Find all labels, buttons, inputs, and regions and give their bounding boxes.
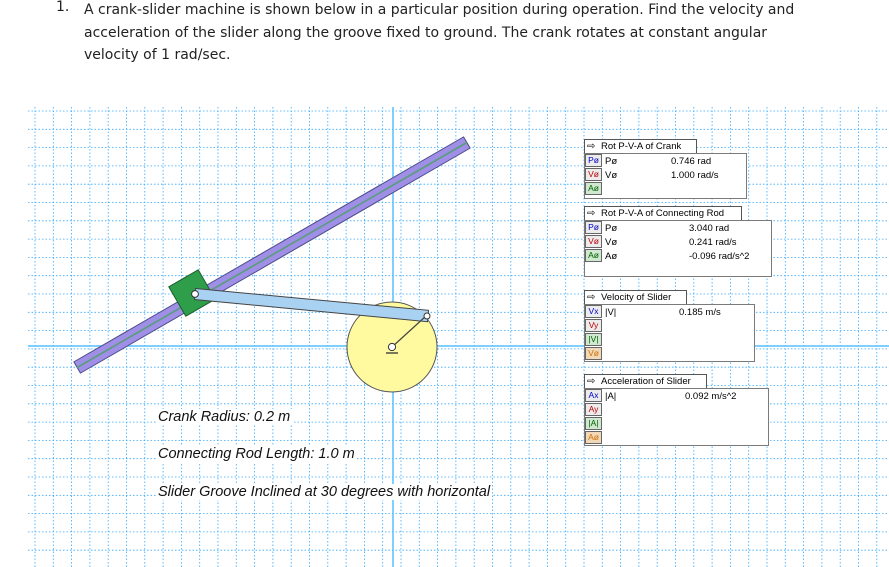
rod-panel-title-text: Rot P-V-A of Connecting Rod [601,208,725,219]
arrow-right-icon: ⇨ [587,376,596,387]
rod-position-label: Pø [605,223,618,234]
rod-position-value: 3.040 rad [689,223,730,234]
velocity-panel-title[interactable] [584,290,687,304]
question-block [0,0,889,90]
acceleration-panel-title-text: Acceleration of Slider [601,376,691,387]
crank-panel-title[interactable] [584,139,697,153]
acceleration-x-button[interactable]: Ax [585,389,602,402]
rod-acceleration-label: Aø [605,251,618,262]
acceleration-y-button[interactable]: Ay [585,403,602,416]
rod-panel-title[interactable] [584,206,742,220]
rod-velocity-button[interactable]: Vø [585,235,602,248]
rod-acceleration-button[interactable]: Aø [585,249,602,262]
velocity-magnitude-button[interactable]: |V| [585,333,602,346]
rod-panel-buttons [585,221,602,263]
crank-panel [584,153,747,199]
groove-note: Slider Groove Inclined at 30 degrees with horizontal [158,484,491,500]
crank-velocity-value: 1.000 rad/s [671,170,719,181]
question-number: 1. [56,0,70,15]
velocity-magnitude-label: |V| [605,307,617,318]
velocity-panel-buttons [585,305,602,361]
arrow-right-icon: ⇨ [587,292,596,303]
rod-panel [584,220,772,277]
crank-panel-title-text: Rot P-V-A of Crank [601,141,682,152]
crank-radius-note: Crank Radius: 0.2 m [158,409,291,425]
velocity-panel-title-text: Velocity of Slider [601,292,672,303]
crank-pin [424,313,430,319]
acceleration-panel-buttons [585,389,602,445]
velocity-y-button[interactable]: Vy [585,319,602,332]
arrow-right-icon: ⇨ [587,208,596,219]
slider-pin [192,291,199,298]
acceleration-panel-title[interactable] [584,374,707,388]
rod-position-button[interactable]: Pø [585,221,602,234]
acceleration-magnitude-label: |A| [605,391,617,402]
crank-velocity-label: Vø [605,170,618,181]
acceleration-panel [584,388,769,446]
crank-position-button[interactable]: Pø [585,154,602,167]
velocity-magnitude-value: 0.185 m/s [679,307,721,318]
rod-acceleration-value: -0.096 rad/s^2 [689,251,750,262]
crank-position-label: Pø [605,156,618,167]
velocity-angle-button[interactable]: Vø [585,347,602,360]
velocity-x-button[interactable]: Vx [585,305,602,318]
velocity-panel [584,304,755,362]
acceleration-magnitude-value: 0.092 m/s^2 [685,391,737,402]
acceleration-angle-button[interactable]: Aø [585,431,602,444]
question-text: A crank-slider machine is shown below in a particular position during operation. Find the velocity and acceleration of the slider along the groove fixed to ground. The crank rotates at constant angular velocity of 1 rad/sec. [84,2,795,63]
arrow-right-icon: ⇨ [587,141,596,152]
simulation-canvas[interactable] [28,107,889,567]
crank-position-value: 0.746 rad [671,156,712,167]
rod-velocity-label: Vø [605,237,618,248]
rod-velocity-value: 0.241 rad/s [689,237,737,248]
crank-velocity-button[interactable]: Vø [585,168,602,181]
crank-acceleration-button[interactable]: Aø [585,182,602,195]
crank-panel-buttons [585,154,602,196]
rod-length-note: Connecting Rod Length: 1.0 m [158,446,355,462]
acceleration-magnitude-button[interactable]: |A| [585,417,602,430]
